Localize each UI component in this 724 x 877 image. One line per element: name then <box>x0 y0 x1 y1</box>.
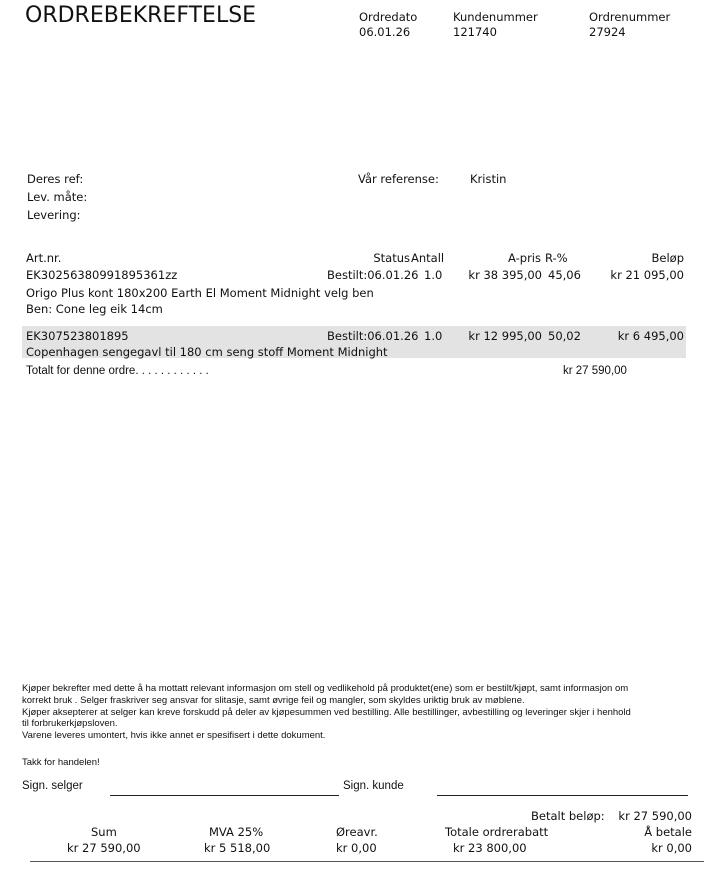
customer-number-value: 121740 <box>453 25 497 39</box>
sum-value: kr 27 590,00 <box>67 841 141 855</box>
your-ref-label: Deres ref: <box>27 172 84 186</box>
legal-line: Kjøper bekrefter med dette å ha mottatt relevant informasjon om stell og vedlikehold på produktet(ene) som er bestilt/kjøpt, samt informasjon om <box>22 683 629 694</box>
order-discount-value: kr 23 800,00 <box>453 841 527 855</box>
col-header-artnr: Art.nr. <box>26 251 62 265</box>
delivery-label: Levering: <box>27 208 81 222</box>
order-date-value: 06.01.26 <box>359 25 411 39</box>
row-unit-price: kr 12 995,00 <box>468 329 542 343</box>
our-ref-value: Kristin <box>470 172 507 186</box>
vat-value: kr 5 518,00 <box>204 841 271 855</box>
row-discount: 50,02 <box>548 329 581 343</box>
col-header-amount: Beløp <box>651 251 684 265</box>
legal-line: Kjøper aksepterer at selger kan kreve forskudd på deler av kjøpesummen ved bestilling. Alle bestillinger, avbestilling og leveringer skjer i henhold <box>22 706 631 718</box>
row-qty: 1.0 <box>424 268 443 282</box>
rounding-label: Øreavr. <box>336 825 378 839</box>
row-description-extra: Ben: Cone leg eik 14cm <box>26 302 163 316</box>
row-description: Origo Plus kont 180x200 Earth El Moment Midnight velg ben <box>26 286 374 300</box>
seller-signature-line <box>110 795 339 796</box>
col-header-discount: R-% <box>545 251 568 265</box>
row-description: Copenhagen sengegavl til 180 cm seng stoff Moment Midnight <box>26 345 388 359</box>
row-amount: kr 6 495,00 <box>617 329 684 343</box>
row-qty: 1.0 <box>424 329 443 343</box>
legal-line: til forbrukerkjøpsloven. <box>22 718 118 730</box>
customer-signature-line <box>437 795 688 796</box>
sum-label: Sum <box>91 825 117 839</box>
col-header-status: Status <box>373 251 410 265</box>
row-discount: 45,06 <box>548 268 581 282</box>
rounding-value: kr 0,00 <box>336 841 377 855</box>
row-status: Bestilt:06.01.26 <box>327 329 419 343</box>
paid-amount-label: Betalt beløp: <box>531 809 605 823</box>
customer-number-label: Kundenummer <box>453 10 538 24</box>
order-total-value: kr 27 590,00 <box>563 365 627 377</box>
row-artnr: EK307523801895 <box>26 329 129 343</box>
document-title: ORDREBEKREFTELSE <box>25 3 257 28</box>
row-amount: kr 21 095,00 <box>610 268 684 282</box>
thanks-text: Takk for handelen! <box>22 757 100 768</box>
col-header-unit-price: A-pris <box>508 251 541 265</box>
legal-text <box>22 683 631 742</box>
legal-line: Varene leveres umontert, hvis ikke annet er spesifisert i dette dokument. <box>22 730 326 742</box>
delivery-method-label: Lev. måte: <box>27 190 88 204</box>
row-unit-price: kr 38 395,00 <box>468 268 542 282</box>
footer-divider <box>30 861 704 862</box>
order-date-label: Ordredato <box>359 10 418 24</box>
customer-signature-label: Sign. kunde <box>343 780 404 792</box>
order-total-label: Totalt for denne ordre. . . . . . . . . . . . <box>26 365 209 377</box>
our-ref-label: Vår referense: <box>358 172 439 186</box>
order-number-label: Ordrenummer <box>589 10 671 24</box>
vat-label: MVA 25% <box>209 825 264 839</box>
amount-due-value: kr 0,00 <box>651 841 692 855</box>
row-status: Bestilt:06.01.26 <box>327 268 419 282</box>
order-number-value: 27924 <box>589 25 626 39</box>
col-header-qty: Antall <box>411 251 445 265</box>
order-discount-label: Totale ordrerabatt <box>445 825 549 839</box>
amount-due-label: Å betale <box>644 825 692 839</box>
legal-line: korrekt bruk . Selger fraskriver seg ansvar for slitasje, samt øvrige feil og mangler, som skyldes uriktig bruk av møblene. <box>22 694 525 706</box>
row-artnr: EK30256380991895361zz <box>26 268 178 282</box>
paid-amount-value: kr 27 590,00 <box>618 809 692 823</box>
seller-signature-label: Sign. selger <box>22 780 83 792</box>
